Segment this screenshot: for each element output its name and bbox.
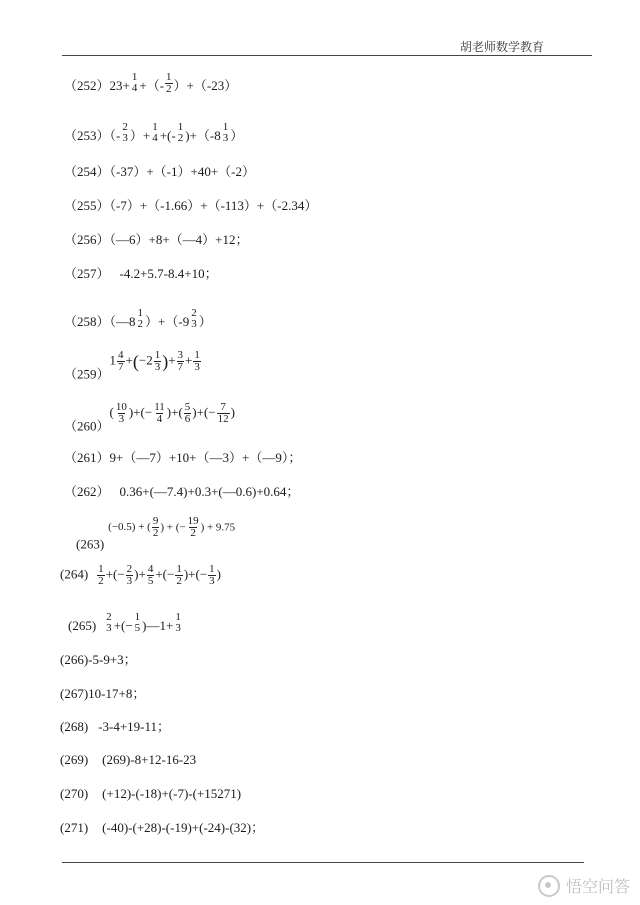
problem-267: [60, 686, 145, 702]
expr-part: ) + 9.75: [200, 521, 236, 534]
problem-expression: -5-9+3；: [88, 652, 137, 667]
problem-expression: （-7）+（-1.66）+（-113）+（-2.34）: [109, 198, 318, 213]
chat-bubble-icon: [538, 875, 560, 897]
fraction: 1 2: [177, 121, 184, 144]
problem-label: (269): [60, 752, 89, 767]
expr-part: ）+（-23）: [173, 78, 238, 93]
expr-part: +（-: [139, 78, 165, 93]
expr-part: +: [168, 352, 176, 368]
expr-part: ）+: [129, 128, 151, 143]
problem-label: (264): [60, 566, 89, 582]
problem-label: (267): [60, 686, 89, 701]
problem-label: （255）: [64, 198, 110, 213]
expr-part: )+(: [166, 404, 183, 420]
expr-part: )+(−: [128, 404, 153, 420]
expr-part: )+(−: [183, 566, 208, 582]
problem-label: (265): [68, 618, 97, 633]
problem-label: （254）: [64, 164, 110, 179]
fraction: $\frac{4}{5}$: [147, 563, 154, 587]
problem-label: （257）: [64, 266, 110, 281]
problem-label: (270): [60, 786, 89, 801]
fraction: $\frac{1}{2}$: [176, 563, 182, 587]
problem-266: [60, 652, 137, 668]
problem-258: [64, 308, 212, 330]
expr-part: ）+（-9: [145, 314, 190, 329]
problem-271: [60, 820, 264, 836]
fraction: $\frac{1}{2}$: [166, 71, 172, 95]
fraction: $\frac{5}{6}$: [184, 401, 191, 425]
fraction: $\frac{9}{2}$: [152, 515, 159, 539]
problem-label: （258）: [64, 314, 110, 329]
fraction: $\frac{1}{3}$: [194, 349, 200, 373]
expr-part: ）: [198, 314, 212, 329]
watermark-text: 悟空问答: [565, 877, 630, 896]
problem-255: [64, 198, 317, 214]
expr-part: (: [109, 404, 114, 420]
expr-part: +: [125, 352, 133, 368]
fraction: $\frac{19}{2}$: [187, 515, 199, 539]
footer-rule: [62, 862, 584, 863]
problem-label: （252）: [64, 78, 110, 93]
expr-part: 23+: [109, 78, 130, 93]
problem-label: （256）: [64, 232, 110, 247]
fraction: 1 5: [134, 611, 141, 634]
expr-part: )+(−: [192, 404, 216, 420]
expr-part: ): [230, 404, 235, 420]
expr-part: +(−: [113, 618, 133, 633]
problem-label: （260）: [64, 418, 110, 434]
problem-label: （259）: [64, 366, 110, 382]
problem-label: (268): [60, 719, 89, 734]
problem-expression: （-37）+（-1）+40+（-2）: [109, 164, 255, 179]
expr-part: 1: [109, 352, 117, 368]
problem-254: [64, 164, 255, 180]
expr-part: +(−: [155, 566, 175, 582]
problem-expression: 9+（—7）+10+（—3）+（—9）；: [109, 450, 302, 465]
fraction: 2 3: [106, 611, 112, 634]
problem-264: [60, 564, 221, 587]
problem-expression: 0.36+(—7.4)+0.3+(—0.6)+0.64；: [119, 484, 300, 499]
fraction: 1 4: [131, 71, 138, 94]
expr-part: −2: [138, 352, 153, 368]
fraction: 2 3: [122, 121, 128, 144]
fraction: 1 3: [222, 121, 229, 144]
problem-253: [64, 122, 243, 144]
expr-part: +(−: [105, 566, 125, 582]
header-rule: [62, 55, 592, 56]
problem-expression: (+12)-(-18)+(-7)-(+15271): [102, 786, 242, 801]
problem-expression: (-40)-(+28)-(-19)+(-24)-(32)；: [102, 820, 265, 835]
problem-252: [64, 72, 237, 95]
expr-part: （—8: [109, 314, 136, 329]
fraction: $\frac{1}{3}$: [154, 349, 161, 373]
close-paren: ): [162, 351, 169, 372]
problem-expression: （—6）+8+（—4）+12；: [109, 232, 249, 247]
problem-263: [76, 516, 235, 552]
expr-part: +(-: [159, 128, 176, 143]
fraction: $\frac{2}{3}$: [126, 563, 133, 587]
expr-part: (−0.5) + (: [108, 521, 151, 534]
problem-label: （253）: [64, 128, 110, 143]
problem-expression: -3-4+19-11；: [98, 719, 171, 734]
expr-part: ）: [230, 128, 244, 143]
expr-part: （-: [109, 128, 121, 143]
problem-256: [64, 232, 249, 248]
problem-260: [64, 402, 235, 434]
problem-262: [64, 484, 299, 500]
problem-268: [60, 719, 170, 735]
fraction: $\frac{3}{7}$: [177, 349, 184, 373]
fraction: 1 3: [175, 611, 181, 634]
expr-part: )—1+: [142, 618, 174, 633]
problem-label: （261）: [64, 450, 110, 465]
problem-269: [60, 752, 196, 768]
fraction: $\frac{1}{2}$: [98, 563, 104, 587]
fraction: $\frac{4}{7}$: [118, 349, 124, 373]
expr-part: )+: [134, 566, 146, 582]
expr-part: )+（-8: [185, 128, 221, 143]
fraction: $\frac{7}{12}$: [217, 401, 229, 425]
problem-257: [64, 266, 218, 282]
fraction: 1 2: [137, 307, 144, 330]
fraction: $\frac{10}{3}$: [115, 401, 127, 425]
fraction: 1 4: [152, 121, 158, 144]
fraction: 2 3: [191, 307, 197, 330]
fraction: $\frac{11}{4}$: [154, 401, 165, 425]
problem-label: （262）: [64, 484, 110, 499]
problem-270: [60, 786, 241, 802]
expr-part: +: [185, 352, 193, 368]
watermark: [538, 874, 630, 897]
problem-expression: 10-17+8；: [88, 686, 146, 701]
problem-259: [64, 350, 202, 382]
expr-part: ) + (−: [160, 521, 186, 534]
open-paren: (: [132, 351, 139, 372]
problem-label: (271): [60, 820, 89, 835]
problem-expression: (269)-8+12-16-23: [102, 752, 197, 767]
problem-expression: -4.2+5.7-8.4+10；: [119, 266, 218, 281]
fraction: $\frac{1}{3}$: [209, 563, 215, 587]
problem-label: (266): [60, 652, 89, 667]
expr-part: ): [216, 566, 222, 582]
problem-label: (263): [76, 536, 105, 552]
problem-265: [68, 612, 183, 634]
problem-261: [64, 450, 301, 466]
header-title: 胡老师数学教育: [459, 40, 544, 54]
